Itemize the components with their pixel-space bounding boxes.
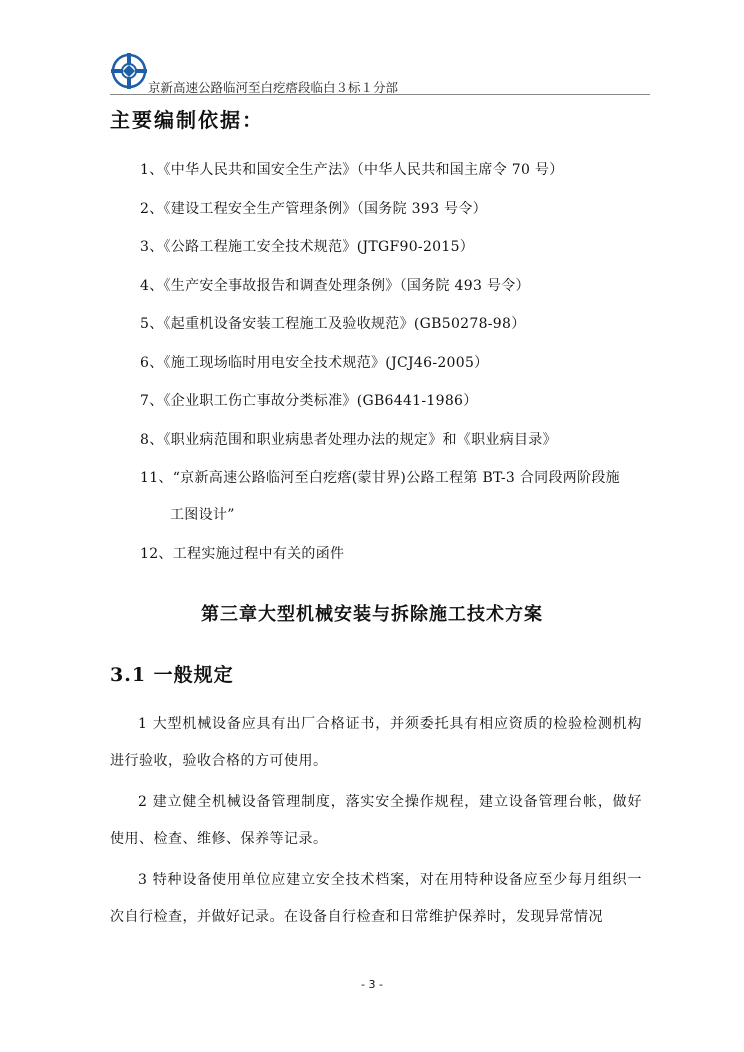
body-paragraph: 3 特种设备使用单位应建立安全技术档案，对在用特种设备应至少每月组织一次自行检查，并做好记录。在设备自行检查和日常维护保养时，发现异常情况	[110, 872, 642, 925]
header-title: 京新高速公路临河至白疙瘩段临白３标１分部	[148, 80, 399, 95]
header-divider	[110, 94, 650, 95]
reference-item: 12、工程实施过程中有关的函件	[140, 545, 345, 562]
reference-item: 4、《生产安全事故报告和调查处理条例》（国务院 493 号令）	[140, 277, 530, 294]
reference-item: 3、《公路工程施工安全技术规范》(JTGF90-2015）	[140, 239, 475, 255]
reference-item: 8、《职业病范围和职业病患者处理办法的规定》和《职业病目录》	[140, 431, 557, 448]
reference-item: 1、《中华人民共和国安全生产法》（中华人民共和国主席令 70 号）	[140, 162, 564, 178]
reference-item: 5、《起重机设备安装工程施工及验收规范》(GB50278-98）	[140, 316, 526, 332]
reference-item-continuation: 工图设计”	[170, 506, 235, 523]
reference-item: 6、《施工现场临时用电安全技术规范》(JCJ46-2005）	[140, 354, 489, 371]
reference-item: 7、《企业职工伤亡事故分类标准》(GB6441-1986）	[140, 393, 478, 409]
page-number: - 3 -	[361, 978, 383, 991]
chapter-title: 第三章大型机械安装与拆除施工技术方案	[201, 604, 543, 625]
body-paragraph: 1 大型机械设备应具有出厂合格证书，并须委托具有相应资质的检验检测机构进行验收，验收合格的方可使用。	[110, 716, 642, 769]
basis-title: 主要编制依据：	[110, 108, 264, 132]
section-title: 3.1 一般规定	[110, 664, 234, 686]
company-logo-icon	[110, 52, 148, 90]
reference-item	[140, 460, 640, 534]
page-header	[110, 52, 650, 95]
reference-item-line: 11、“京新高速公路临河至白疙瘩(蒙甘界)公路工程第 BT-3 合同段两阶段施	[140, 469, 620, 486]
reference-list	[140, 160, 640, 582]
reference-item: 2、《建设工程安全生产管理条例》（国务院 393 号令）	[140, 200, 487, 217]
body-paragraph: 2 建立健全机械设备管理制度，落实安全操作规程，建立设备管理台帐，做好使用、检查、维修、保养等记录。	[110, 794, 642, 847]
